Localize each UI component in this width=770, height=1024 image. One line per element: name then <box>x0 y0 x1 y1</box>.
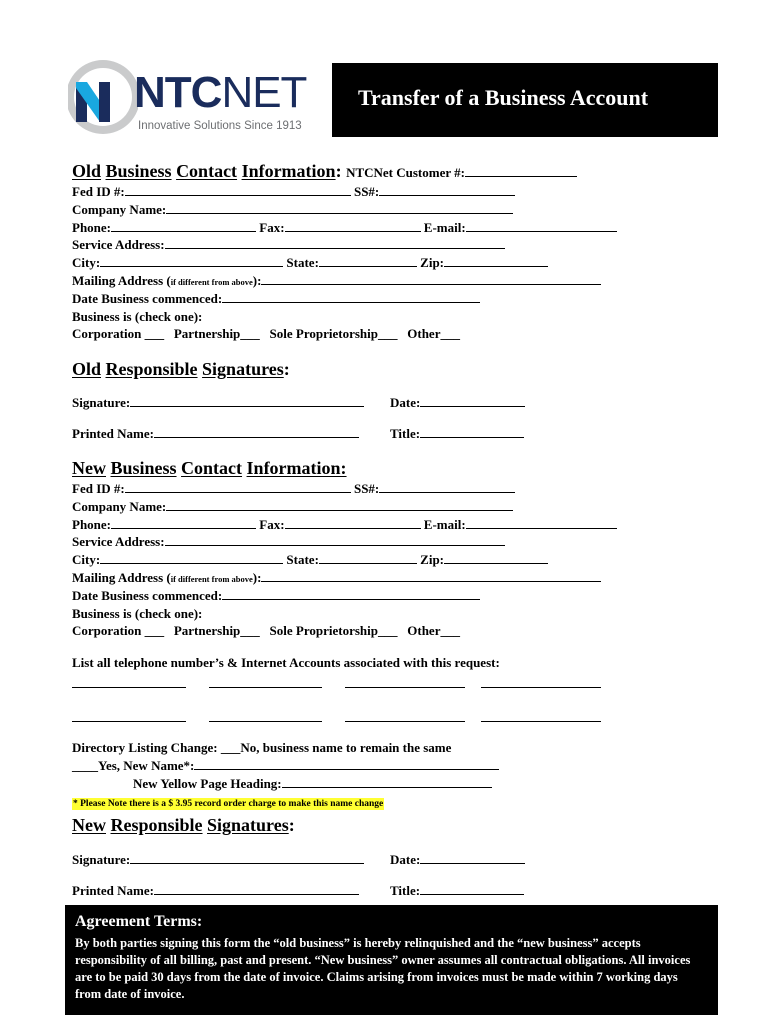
new-title-row: Title: <box>390 883 524 899</box>
new-signatures-heading: New Responsible Signatures: <box>72 815 295 835</box>
old-phone-row: Phone: Fax: E-mail: <box>72 220 617 236</box>
new-other-option[interactable]: Other___ <box>407 623 460 638</box>
account-field-3[interactable] <box>345 687 465 688</box>
new-company-name-field[interactable] <box>166 499 513 511</box>
old-business-is-label: Business is (check one): <box>72 309 203 324</box>
new-city-row: City: State: Zip: <box>72 552 548 568</box>
new-zip-field[interactable] <box>444 552 548 564</box>
account-field-8[interactable] <box>481 721 601 722</box>
new-title-field[interactable] <box>420 883 524 895</box>
new-service-address-row: Service Address: <box>72 534 505 550</box>
new-date-commenced-field[interactable] <box>222 588 480 600</box>
old-business-type-row <box>72 326 460 342</box>
record-charge-note: * Please Note there is a $ 3.95 record order charge to make this name change <box>73 799 384 809</box>
new-service-address-field[interactable] <box>165 534 505 546</box>
new-business-is-label: Business is (check one): <box>72 606 203 621</box>
old-city-field[interactable] <box>100 255 283 267</box>
old-date-row: Date: <box>390 395 525 411</box>
old-fax-field[interactable] <box>285 220 421 232</box>
old-title-row: Title: <box>390 426 524 442</box>
account-field-1[interactable] <box>72 687 186 688</box>
yellow-page-row: New Yellow Page Heading: <box>133 776 492 792</box>
new-mailing-row: Mailing Address (if different from above): <box>72 570 601 587</box>
old-fed-id-row: Fed ID #: SS#: <box>72 184 515 200</box>
logo-brand-ntc: NTC <box>134 68 222 117</box>
logo-emblem-icon <box>68 58 138 136</box>
new-signature-date-field[interactable] <box>420 852 525 864</box>
old-contact-heading: Old Business Contact Information: NTCNet Customer #: <box>72 160 577 184</box>
new-name-field[interactable] <box>194 758 499 770</box>
old-date-commenced-row: Date Business commenced: <box>72 291 480 307</box>
new-corporation-option[interactable]: Corporation ___ <box>72 623 165 638</box>
old-fed-id-field[interactable] <box>125 184 351 196</box>
old-ss-field[interactable] <box>379 184 515 196</box>
new-partnership-option[interactable]: Partnership___ <box>173 623 260 638</box>
new-phone-field[interactable] <box>111 517 256 529</box>
new-city-field[interactable] <box>100 552 283 564</box>
new-phone-row: Phone: Fax: E-mail: <box>72 517 617 533</box>
old-phone-field[interactable] <box>111 220 256 232</box>
old-mailing-address-field[interactable] <box>261 273 601 285</box>
old-signature-field[interactable] <box>130 395 364 407</box>
new-fed-id-field[interactable] <box>125 481 351 493</box>
account-field-5[interactable] <box>72 721 186 722</box>
yellow-page-heading-field[interactable] <box>282 776 492 788</box>
new-date-row: Date: <box>390 852 525 868</box>
directory-listing-line[interactable]: Directory Listing Change: ___No, business name to remain the same <box>72 740 452 755</box>
old-mailing-row: Mailing Address (if different from above): <box>72 273 601 290</box>
old-printed-name-row: Printed Name: <box>72 426 359 442</box>
old-city-row: City: State: Zip: <box>72 255 548 271</box>
old-sole-option[interactable]: Sole Proprietorship___ <box>269 326 398 341</box>
old-company-row: Company Name: <box>72 202 513 218</box>
header-title-box <box>332 63 718 137</box>
agreement-terms-box <box>65 905 718 1015</box>
new-email-field[interactable] <box>466 517 617 529</box>
new-name-row: ____Yes, New Name*: <box>72 758 499 774</box>
company-logo <box>68 58 313 138</box>
old-zip-field[interactable] <box>444 255 548 267</box>
page-title: Transfer of a Business Account <box>358 85 649 110</box>
old-signature-date-field[interactable] <box>420 395 525 407</box>
logo-tagline: Innovative Solutions Since 1913 <box>138 120 302 132</box>
new-signature-row: Signature: <box>72 852 364 868</box>
account-field-2[interactable] <box>209 687 322 688</box>
new-company-row: Company Name: <box>72 499 513 515</box>
new-fed-id-row: Fed ID #: SS#: <box>72 481 515 497</box>
old-printed-name-field[interactable] <box>154 426 359 438</box>
new-date-commenced-row: Date Business commenced: <box>72 588 480 604</box>
new-sole-option[interactable]: Sole Proprietorship___ <box>269 623 398 638</box>
new-ss-field[interactable] <box>379 481 515 493</box>
customer-number-field[interactable] <box>465 165 577 177</box>
old-other-option[interactable]: Other___ <box>407 326 460 341</box>
logo-brand-net: NET <box>221 68 307 117</box>
agreement-terms-body: By both parties signing this form the “old business” is hereby relinquished and the “new business” accepts responsibility of all billing, past and present. “New business” owner assumes all contractual obligations. All invoices are to be paid 30 days from the date of invoice. Claims arising from invoices must be made within 7 working days from date of invoice. <box>75 936 691 1001</box>
account-field-7[interactable] <box>345 721 465 722</box>
old-service-address-row: Service Address: <box>72 237 505 253</box>
old-company-name-field[interactable] <box>166 202 513 214</box>
old-signatures-heading: Old Responsible Signatures: <box>72 359 290 379</box>
old-date-commenced-field[interactable] <box>222 291 480 303</box>
new-mailing-address-field[interactable] <box>261 570 601 582</box>
new-printed-name-row: Printed Name: <box>72 883 359 899</box>
old-signature-row: Signature: <box>72 395 364 411</box>
old-email-field[interactable] <box>466 220 617 232</box>
new-signature-field[interactable] <box>130 852 364 864</box>
customer-number-label: NTCNet Customer #: <box>346 165 465 180</box>
old-partnership-option[interactable]: Partnership___ <box>173 326 260 341</box>
new-state-field[interactable] <box>319 552 417 564</box>
old-state-field[interactable] <box>319 255 417 267</box>
account-field-4[interactable] <box>481 687 601 688</box>
old-service-address-field[interactable] <box>165 237 505 249</box>
old-title-field[interactable] <box>420 426 524 438</box>
new-fax-field[interactable] <box>285 517 421 529</box>
new-contact-heading: New Business Contact Information: <box>72 458 347 478</box>
account-field-6[interactable] <box>209 721 322 722</box>
old-corporation-option[interactable]: Corporation ___ <box>72 326 165 341</box>
accounts-label: List all telephone number’s & Internet Accounts associated with this request: <box>72 655 500 670</box>
agreement-terms-heading: Agreement Terms: <box>75 913 203 930</box>
new-printed-name-field[interactable] <box>154 883 359 895</box>
new-business-type-row <box>72 623 460 639</box>
